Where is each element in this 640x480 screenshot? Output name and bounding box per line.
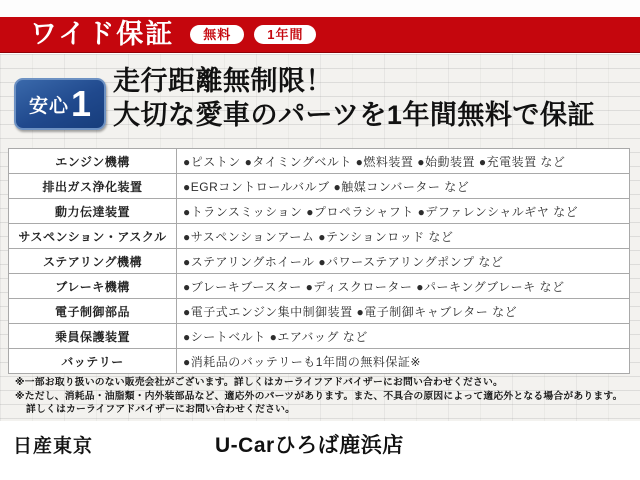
- row-items: ●消耗品のバッテリーも1年間の無料保証※: [177, 349, 630, 374]
- top-margin-strip: [0, 0, 640, 17]
- table-row: [9, 249, 630, 274]
- row-category: バッテリー: [9, 349, 177, 374]
- hero-headline: [113, 64, 595, 132]
- brick-background-section: [0, 54, 640, 421]
- warranty-title: ワイド保証: [30, 19, 175, 49]
- row-category: 電子制御部品: [9, 299, 177, 324]
- table-row: [9, 299, 630, 324]
- table-row: [9, 149, 630, 174]
- hero-headline-line1: 走行距離無制限！: [113, 66, 333, 96]
- warranty-badges: [190, 25, 316, 44]
- anshin-badge-label: 安心: [28, 95, 69, 117]
- row-items: ●ステアリングホイール ●パワーステアリングポンプ など: [177, 249, 630, 274]
- one-year-badge: 1年間: [254, 25, 316, 44]
- row-category: 排出ガス浄化装置: [9, 174, 177, 199]
- row-category: 動力伝達装置: [9, 199, 177, 224]
- free-badge: 無料: [190, 25, 244, 44]
- dealer-name: 日産東京: [13, 436, 94, 457]
- row-category: ブレーキ機構: [9, 274, 177, 299]
- row-items: ●ピストン ●タイミングベルト ●燃料装置 ●始動装置 ●充電装置 など: [177, 149, 630, 174]
- row-category: 乗員保護装置: [9, 324, 177, 349]
- anshin-1-badge: [14, 78, 106, 130]
- row-items: ●シートベルト ●エアバッグ など: [177, 324, 630, 349]
- table-row: [9, 224, 630, 249]
- row-category: ステアリング機構: [9, 249, 177, 274]
- footnotes: [15, 376, 630, 417]
- row-category: サスペンション・アスクル: [9, 224, 177, 249]
- row-category: エンジン機構: [9, 149, 177, 174]
- footnote-line: 詳しくはカーライフアドバイザーにお問い合わせください。: [26, 404, 296, 415]
- row-items: ●EGRコントロールバルブ ●触媒コンバーター など: [177, 174, 630, 199]
- table-row: [9, 274, 630, 299]
- table-row: [9, 199, 630, 224]
- row-items: ●トランスミッション ●プロペラシャフト ●デファレンシャルギヤ など: [177, 199, 630, 224]
- warranty-header-banner: [0, 17, 640, 53]
- shop-name: U-Carひろば鹿浜店: [215, 434, 404, 457]
- hero-headline-line2: 大切な愛車のパーツを1年間無料で保証: [113, 100, 595, 130]
- row-items: ●電子式エンジン集中制御装置 ●電子制御キャブレター など: [177, 299, 630, 324]
- table-row: [9, 324, 630, 349]
- footnote-line: ※ただし、消耗品・油脂類・内外装部品など、適応外のパーツがあります。また、不具合の原因によって適応外となる場合があります。: [15, 390, 623, 402]
- footnote-line: ※一部お取り扱いのない販売会社がございます。詳しくはカーライフアドバイザーにお問い合わせください。: [15, 377, 504, 388]
- table-row: [9, 349, 630, 374]
- row-items: ●ブレーキブースター ●ディスクローター ●パーキングブレーキ など: [177, 274, 630, 299]
- dealer-footer: [0, 421, 640, 480]
- anshin-badge-number: 1: [70, 83, 92, 124]
- coverage-table: [8, 148, 630, 374]
- row-items: ●サスペンションアーム ●テンションロッド など: [177, 224, 630, 249]
- table-row: [9, 174, 630, 199]
